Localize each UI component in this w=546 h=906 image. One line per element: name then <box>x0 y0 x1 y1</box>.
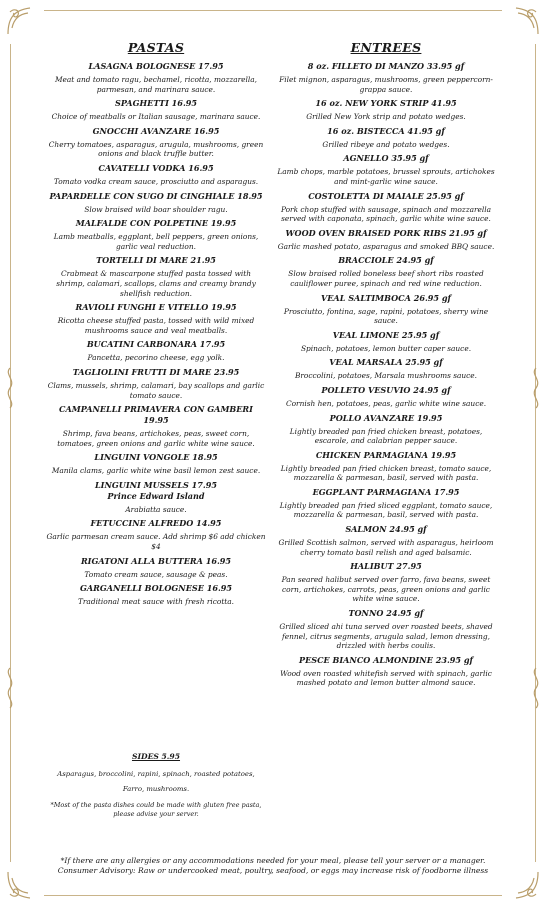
dish-name: MALFALDE CON POLPETINE 19.95 <box>75 218 237 229</box>
dish-description: Slow braised rolled boneless beef short ribs roasted cauliflower puree, spinach and red wine reduction. <box>288 269 484 288</box>
dish-name: 8 oz. FILLETO DI MANZO 33.95 gf <box>307 61 465 71</box>
border-left <box>10 44 11 862</box>
border-top <box>44 10 502 11</box>
dish-name: TAGLIOLINI FRUTTI DI MARE 23.95 <box>72 366 240 377</box>
dish-description: Pan seared halibut served over farro, fava beans, sweet corn, artichokes, carrots, peas, green onions and garlic white wine sauce. <box>281 575 491 604</box>
side-scroll-ornament-icon <box>3 666 17 710</box>
menu-item <box>46 218 266 251</box>
dish-description: Grilled Scottish salmon, served with asparagus, heirloom cherry tomato basil relish and aged balsamic. <box>278 538 494 557</box>
dish-name: GARGANELLI BOLOGNESE 16.95 <box>79 583 233 594</box>
dish-name: RAVIOLI FUNGHI E VITELLO 19.95 <box>75 302 237 313</box>
menu-item <box>46 339 266 363</box>
dish-name: POLLO AVANZARE 19.95 <box>329 412 443 423</box>
sides-description: Asparagus, broccolini, rapini, spinach, roasted potatoes, Farro, mushrooms. <box>57 770 255 793</box>
dish-name: LINGUINI MUSSELS 17.95 <box>94 479 218 490</box>
dish-description: Prosciutto, fontina, sage, rapini, potatoes, sherry wine sauce. <box>283 306 489 326</box>
menu-item <box>46 556 266 580</box>
dish-name: COSTOLETTA DI MAIALE 25.95 gf <box>308 190 464 201</box>
menu-item <box>46 163 266 187</box>
dish-name: CHICKEN PARMAGIANA 19.95 <box>315 449 457 460</box>
menu-item <box>46 583 266 607</box>
dish-description: Slow braised wild boar shoulder ragu. <box>84 204 228 214</box>
dish-name: POLLETO VESUVIO 24.95 gf <box>321 384 451 395</box>
dish-description: Lightly breaded pan fried sliced eggplant, tomato sauce, mozzarella & parmesan, basil, served with pasta. <box>279 500 493 520</box>
dish-description: Grilled New York strip and potato wedges. <box>306 112 466 122</box>
corner-flourish-icon <box>4 4 38 38</box>
dish-description: Spinach, potatoes, lemon butter caper sauce. <box>300 343 472 353</box>
footer-advisory <box>30 856 516 876</box>
menu-item <box>46 518 266 551</box>
dish-description: Garlic parmesan cream sauce. Add shrimp $6 add chicken $4 <box>46 532 266 552</box>
dish-description: Choice of meatballs or Italian sausage, marinara sauce. <box>51 112 261 122</box>
dish-description: Meat and tomato ragu, bechamel, ricotta, mozzarella, parmesan, and marinara sauce. <box>54 75 258 94</box>
border-right <box>535 44 536 862</box>
menu-item <box>46 61 266 94</box>
dish-name: PESCE BIANCO ALMONDINE 23.95 gf <box>298 654 473 665</box>
menu-item <box>46 255 266 298</box>
dish-description: Filet mignon, asparagus, mushrooms, green peppercorn-grappa sauce. <box>279 75 493 94</box>
menu-item <box>276 330 496 354</box>
dish-description: Shrimp, fava beans, artichokes, peas, sweet corn, tomatoes, green onions and garlic white wine sauce. <box>57 429 255 448</box>
dish-description: Ricotta cheese stuffed pasta, tossed with wild mixed mushrooms sauce and veal meatballs. <box>57 316 255 335</box>
dish-name: CAMPANELLI PRIMAVERA CON GAMBERI 19.95 <box>59 404 253 426</box>
dish-name: BRACCIOLE 24.95 gf <box>338 255 434 266</box>
dish-description: Wood oven roasted whitefish served with spinach, garlic mashed potato and lemon butter almond sauce. <box>280 668 492 688</box>
menu-item <box>276 561 496 604</box>
dish-description: Clams, mussels, shrimp, calamari, bay scallops and garlic tomato sauce. <box>47 380 265 400</box>
menu-item <box>276 385 496 409</box>
consumer-advisory: Consumer Advisory: Raw or undercooked meat, poultry, seafood, or eggs may increase risk of foodborne illness <box>57 866 489 875</box>
dish-name: VEAL SALTIMBOCA 26.95 gf <box>320 292 452 303</box>
dish-description: Lamb chops, marble potatoes, brussel sprouts, artichokes and mint-garlic wine sauce. <box>277 167 495 186</box>
gluten-free-note: *Most of the pasta dishes could be made with gluten free pasta, please advise your server. <box>50 801 262 818</box>
menu-item <box>276 153 496 186</box>
dish-name: Prince Edward Island <box>107 490 205 501</box>
dish-name: HALIBUT 27.95 <box>350 561 422 572</box>
menu-item <box>276 655 496 688</box>
dish-description: Cherry tomatoes, asparagus, arugula, mushrooms, green onions and black truffle butter. <box>48 139 264 159</box>
menu-item <box>46 367 266 400</box>
menu-item <box>276 61 496 94</box>
menu-item <box>276 293 496 326</box>
dish-name: BUCATINI CARBONARA 17.95 <box>86 339 226 350</box>
menu-item <box>276 191 496 224</box>
sides-section <box>46 752 266 818</box>
dish-name: TORTELLI DI MARE 21.95 <box>96 255 216 266</box>
menu-item <box>276 255 496 288</box>
dish-description: Lightly breaded pan fried chicken breast, tomato sauce, mozzarella & parmesan, basil, served with pasta. <box>280 463 492 483</box>
side-scroll-ornament-icon <box>529 366 543 410</box>
menu-item <box>276 450 496 483</box>
corner-flourish-icon <box>508 4 542 38</box>
dish-description: Grilled ribeye and potato wedges. <box>322 139 450 149</box>
menu-item <box>46 452 266 476</box>
dish-name: PAPARDELLE CON SUGO DI CINGHIALE 18.95 <box>49 190 263 201</box>
dish-description: Lamb meatballs, eggplant, bell peppers, green onions, garlic veal reduction. <box>53 232 259 251</box>
menu-item <box>276 228 496 252</box>
entrees-column <box>276 40 496 692</box>
menu-item <box>276 357 496 381</box>
dish-description: Manila clams, garlic white wine basil lemon zest sauce. <box>51 466 261 476</box>
sides-heading: SIDES 5.95 <box>131 752 181 761</box>
dish-description: Pork chop stuffed with sausage, spinach and mozzarella served with caponata, spinach, garlic white wine sauce. <box>280 204 492 224</box>
menu-item <box>46 126 266 159</box>
dish-name: SALMON 24.95 gf <box>345 524 427 535</box>
menu-item <box>46 491 266 515</box>
dish-name: RIGATONI ALLA BUTTERA 16.95 <box>80 555 232 566</box>
pastas-column <box>46 40 266 611</box>
dish-description: Lightly breaded pan fried chicken breast, potatoes, escarole, and calabrian pepper sauce. <box>289 426 483 446</box>
menu-item <box>46 480 266 491</box>
dish-name: VEAL LIMONE 25.95 gf <box>332 329 440 340</box>
dish-description: Broccolini, potatoes, Marsala mushrooms sauce. <box>294 371 478 381</box>
menu-item <box>276 98 496 122</box>
border-bottom <box>44 895 502 896</box>
entrees-heading: ENTREES <box>350 40 422 55</box>
menu-item <box>46 302 266 335</box>
allergy-notice: *If there are any allergies or any accommodations needed for your meal, please tell your server or a manager. <box>60 856 486 865</box>
dish-description: Garlic mashed potato, asparagus and smoked BBQ sauce. <box>277 241 495 251</box>
dish-description: Tomato cream sauce, sausage & peas. <box>84 569 228 579</box>
dish-description: Crabmeat & mascarpone stuffed pasta tossed with shrimp, calamari, scallops, clams and creamy brandy shellfish reduction. <box>56 269 256 298</box>
dish-name: TONNO 24.95 gf <box>348 608 424 619</box>
menu-item <box>276 524 496 557</box>
dish-name: AGNELLO 35.95 gf <box>343 153 429 164</box>
dish-name: GNOCCHI AVANZARE 16.95 <box>92 125 220 136</box>
dish-name: WOOD OVEN BRAISED PORK RIBS 21.95 gf <box>285 227 487 238</box>
menu-item <box>46 98 266 122</box>
pastas-heading: PASTAS <box>127 40 185 55</box>
side-scroll-ornament-icon <box>529 666 543 710</box>
dish-name: 16 oz. NEW YORK STRIP 41.95 <box>315 98 457 109</box>
dish-name: VEAL MARSALA 25.95 gf <box>329 357 443 368</box>
dish-description: Grilled sliced ahi tuna served over roasted beets, shaved fennel, citrus segments, arugula salad, lemon dressing, drizzled with herbs coulis. <box>279 622 493 651</box>
dish-description: Traditional meat sauce with fresh ricotta. <box>77 597 235 607</box>
menu-item <box>276 126 496 150</box>
dish-name: SPAGHETTI 16.95 <box>114 98 198 109</box>
dish-description: Arabiatta sauce. <box>125 504 187 514</box>
side-scroll-ornament-icon <box>3 366 17 410</box>
dish-description: Cornish hen, potatoes, peas, garlic white wine sauce. <box>285 398 487 408</box>
dish-name: CAVATELLI VODKA 16.95 <box>98 162 214 173</box>
menu-item <box>276 608 496 651</box>
menu-item <box>276 487 496 520</box>
dish-name: 16 oz. BISTECCA 41.95 gf <box>327 125 445 136</box>
dish-name: EGGPLANT PARMAGIANA 17.95 <box>312 486 460 497</box>
dish-description: Pancetta, pecorino cheese, egg yolk. <box>87 353 225 363</box>
menu-item <box>276 413 496 446</box>
dish-name: FETUCCINE ALFREDO 14.95 <box>90 518 222 529</box>
menu-item <box>46 404 266 448</box>
dish-name: LINGUINI VONGOLE 18.95 <box>94 452 218 463</box>
menu-item <box>46 191 266 215</box>
dish-description: Tomato vodka cream sauce, prosciutto and asparagus. <box>53 176 259 186</box>
dish-name: LASAGNA BOLOGNESE 17.95 <box>88 61 224 71</box>
